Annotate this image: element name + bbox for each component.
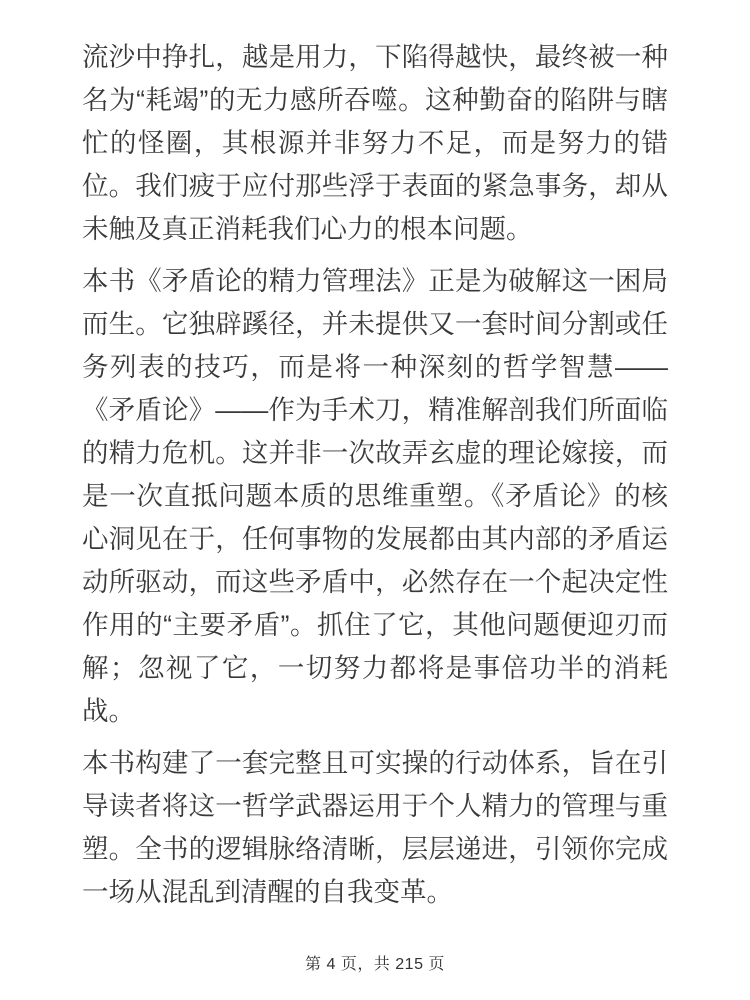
paragraph-3: 本书构建了一套完整且可实操的行动体系，旨在引导读者将这一哲学武器运用于个人精力的管理与重塑。全书的逻辑脉络清晰，层层递进，引领你完成一场从混乱到清醒的自我变革。	[82, 748, 668, 907]
page-footer	[0, 956, 750, 974]
paragraph-1: 流沙中挣扎，越是用力，下陷得越快，最终被一种名为“耗竭”的无力感所吞噬。这种勤奋的陷阱与瞎忙的怪圈，其根源并非努力不足，而是努力的错位。我们疲于应付那些浮于表面的紧急事务，却从未触及真正消耗我们心力的根本问题。	[82, 42, 668, 244]
page-content	[82, 36, 668, 914]
page-indicator: 第 4 页，共 215 页	[305, 956, 445, 973]
paragraph-2: 本书《矛盾论的精力管理法》正是为破解这一困局而生。它独辟蹊径，并未提供又一套时间分割或任务列表的技巧，而是将一种深刻的哲学智慧——《矛盾论》——作为手术刀，精准解剖我们所面临的精力危机。这并非一次故弄玄虚的理论嫁接，而是一次直抵问题本质的思维重塑。《矛盾论》的核心洞见在于，任何事物的发展都由其内部的矛盾运动所驱动，而这些矛盾中，必然存在一个起决定性作用的“主要矛盾”。抓住了它，其他问题便迎刃而解；忽视了它，一切努力都将是事倍功半的消耗战。	[82, 266, 668, 726]
